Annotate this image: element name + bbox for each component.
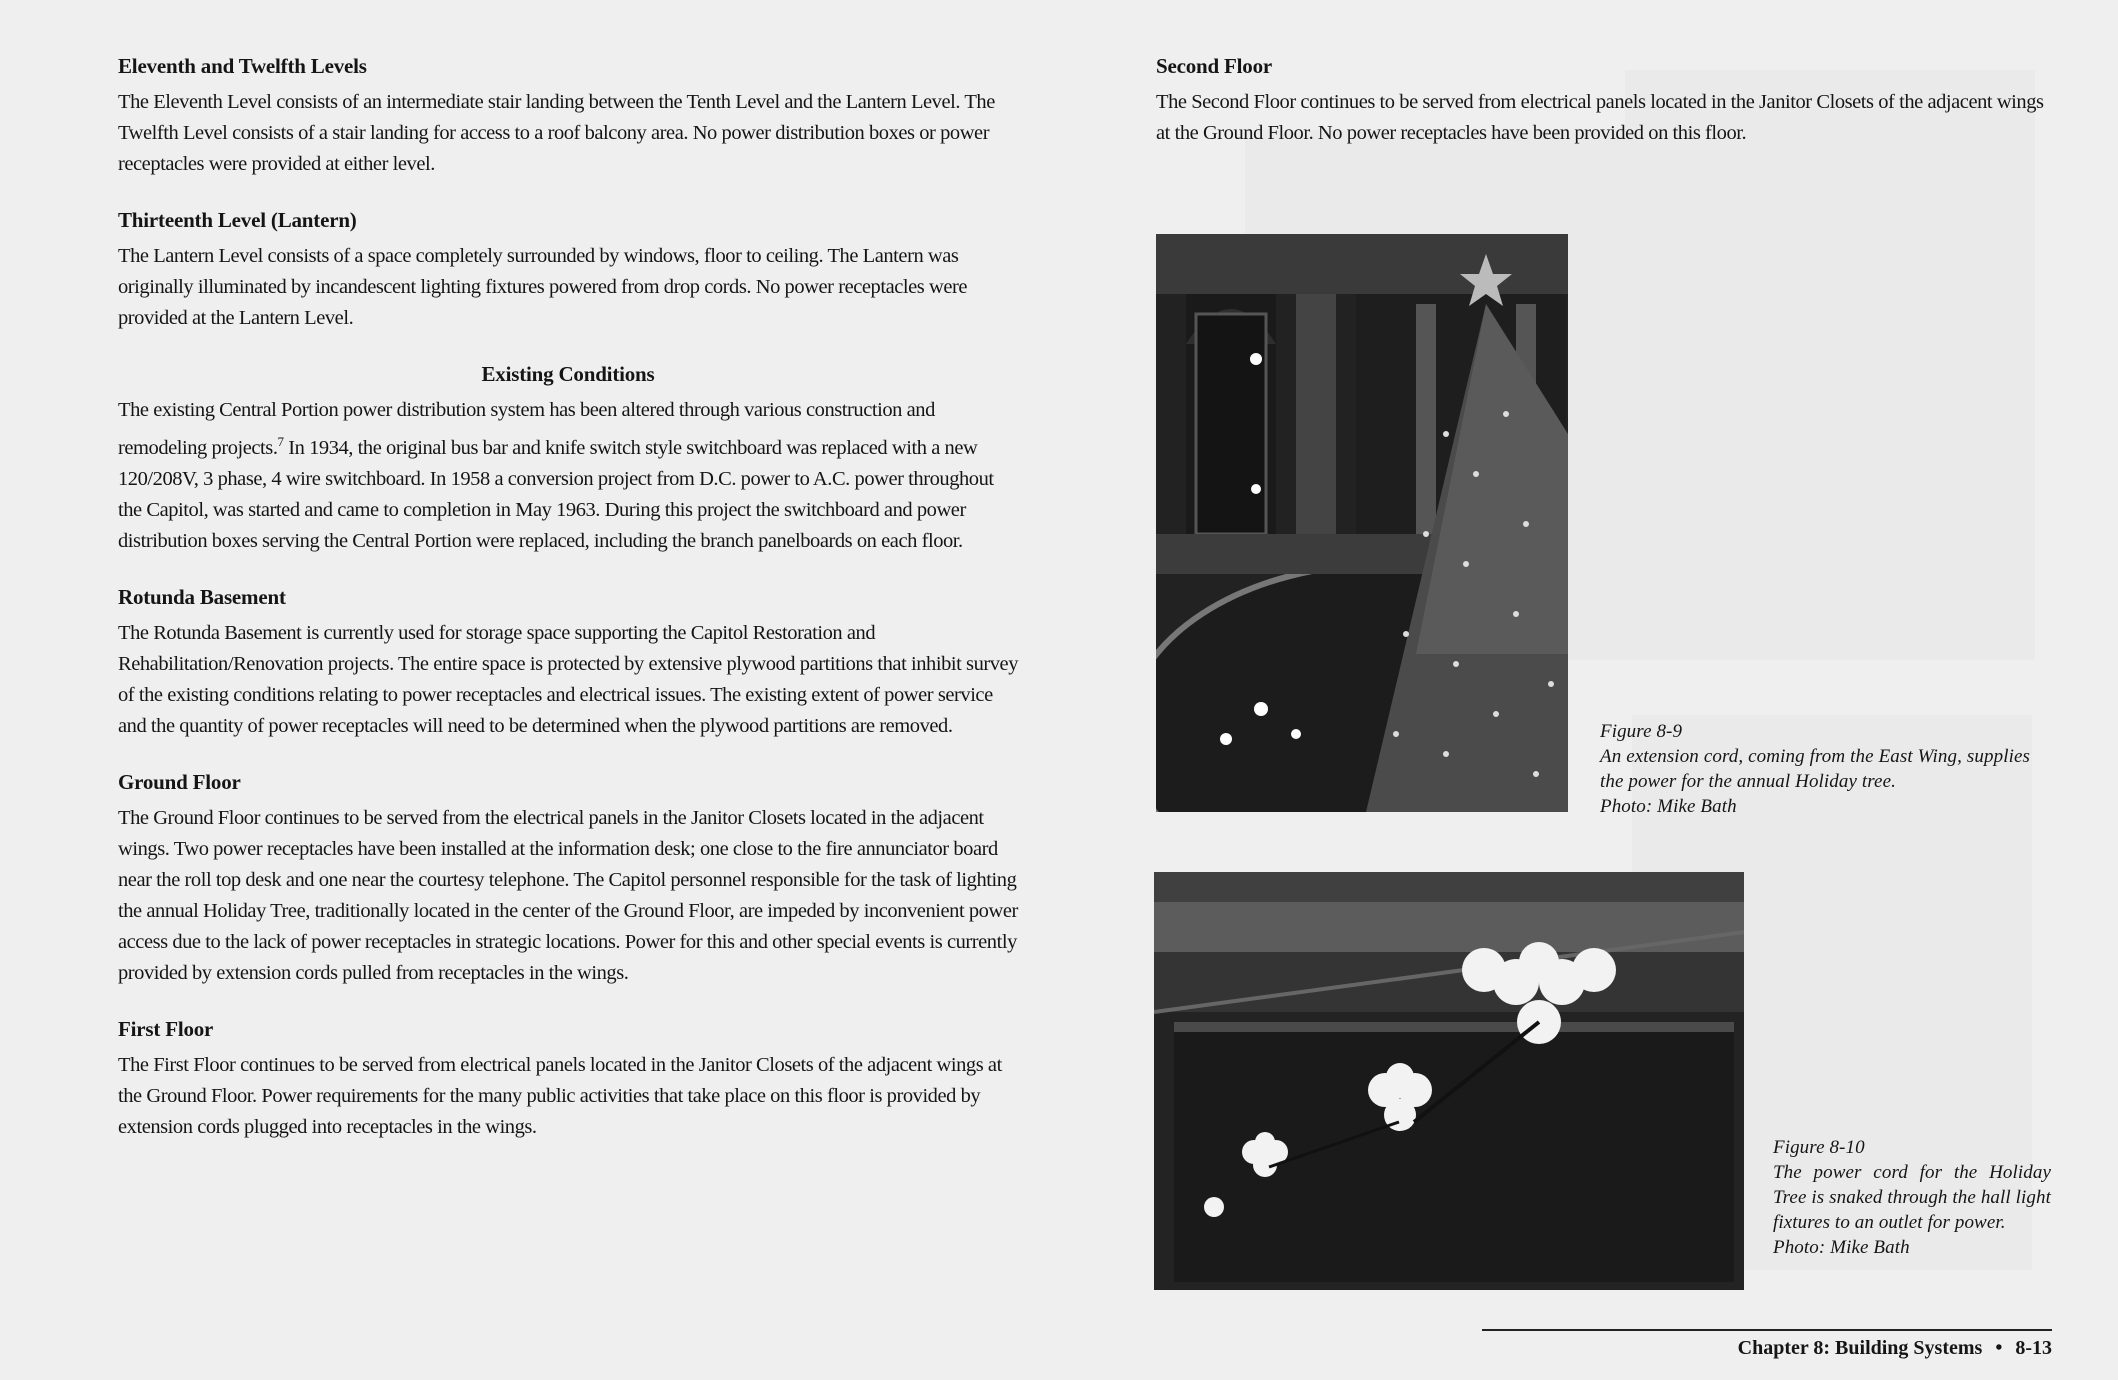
figure-label: Figure 8-9: [1600, 721, 1683, 742]
section-ground-floor: [118, 770, 1018, 989]
section-body: The Second Floor continues to be served from electrical panels located in the Janitor Closets of the adjacent wings at the Ground Floor. No power receptacles have been provided on this floor.: [1156, 91, 2044, 144]
left-column: [118, 54, 1018, 1171]
show-through-block: [1625, 70, 2035, 660]
figure-caption-text: The power cord for the Holiday Tree is snaked through the hall light fixtures to an outlet for power.: [1773, 1162, 2051, 1233]
right-column: [1156, 54, 2056, 149]
footnote-marker: 7: [277, 434, 284, 449]
chapter-title: Chapter 8: Building Systems: [1737, 1337, 1983, 1359]
section-first-floor: [118, 1017, 1018, 1143]
section-thirteenth-level: [118, 208, 1018, 334]
holiday-tree-image: [1156, 234, 1568, 812]
section-body: The First Floor continues to be served from electrical panels located in the Janitor Closets of the adjacent wings at the Ground Floor. Power requirements for the many public activities that take place on this floor is provided by extension cords plugged into receptacles in the wings.: [118, 1053, 1002, 1138]
page-footer: [1738, 1337, 2052, 1360]
section-body: The Lantern Level consists of a space completely surrounded by windows, floor to ceiling. The Lantern was originally illuminated by incandescent lighting fixtures powered from drop cords. No power receptacles were provided at the Lantern Level.: [118, 245, 968, 329]
figure-8-9-caption: [1600, 719, 2030, 819]
figure-8-10-caption: [1773, 1135, 2051, 1260]
figure-label: Figure 8-10: [1773, 1137, 1865, 1158]
section-heading: Existing Conditions: [481, 362, 655, 386]
section-existing-conditions: [118, 362, 1018, 557]
section-heading: Rotunda Basement: [118, 584, 286, 609]
photo-credit: Photo: Mike Bath: [1773, 1237, 1910, 1258]
holiday-tree-photo: [1156, 234, 1568, 812]
section-heading: First Floor: [118, 1016, 214, 1041]
section-body: The Eleventh Level consists of an intermediate stair landing between the Tenth Level and the Lantern Level. The Twelfth Level consists of a stair landing for access to a roof balcony area. No power distribution boxes or power receptacles were provided at either level.: [118, 91, 995, 175]
section-eleventh-twelfth: [118, 54, 1018, 180]
photo-credit: Photo: Mike Bath: [1600, 796, 1737, 817]
section-rotunda-basement: [118, 585, 1018, 742]
section-body: The Rotunda Basement is currently used for storage space supporting the Capitol Restoration and Rehabilitation/Renovation projects. The entire space is protected by extensive plywood partitions that inhibit survey of the existing conditions relating to power receptacles and electrical issues. The existing extent of power service and the quantity of power receptacles will need to be determined when the plywood partitions are removed.: [118, 621, 1018, 737]
page-number: 8-13: [2015, 1337, 2052, 1359]
section-heading: Thirteenth Level (Lantern): [118, 208, 357, 232]
hall-light-fixtures-photo: [1154, 872, 1744, 1290]
figure-caption-text: An extension cord, coming from the East Wing, supplies the power for the annual Holiday tree.: [1600, 746, 2030, 792]
body-text-cont: In 1934, the original bus bar and knife switch style switchboard was replaced with a new 120/208V, 3 phase, 4 wire switchboard. In 1958 a conversion project from D.C. power to A.C. power throughout the Capitol, was started and came to completion in May 1963. During this project the switchboard and power distribution boxes serving the Central Portion were replaced, including the branch panelboards on each floor.: [118, 436, 994, 552]
section-heading: Ground Floor: [118, 769, 241, 794]
section-body: The Ground Floor continues to be served from the electrical panels in the Janitor Closets located in the adjacent wings. Two power receptacles have been installed at the information desk; one close to the fire annunciator board near the roll top desk and one near the courtesy telephone. The Capitol personnel responsible for the task of lighting the annual Holiday Tree, traditionally located in the center of the Ground Floor, are impeded by inconvenient power access due to the lack of power receptacles in strategic locations. Power for this and other special events is currently provided by extension cords pulled from receptacles in the wings.: [118, 806, 1018, 984]
light-fixtures-image: [1154, 872, 1744, 1290]
section-body: [118, 395, 1018, 557]
footer-bullet: •: [1995, 1337, 2003, 1359]
body-text: The existing Central Portion power distribution system has been altered through various construction and remodeling projects.: [118, 399, 935, 459]
section-heading: Second Floor: [1156, 54, 1273, 78]
footer-rule: [1482, 1329, 2052, 1331]
section-heading: Eleventh and Twelfth Levels: [118, 54, 367, 78]
